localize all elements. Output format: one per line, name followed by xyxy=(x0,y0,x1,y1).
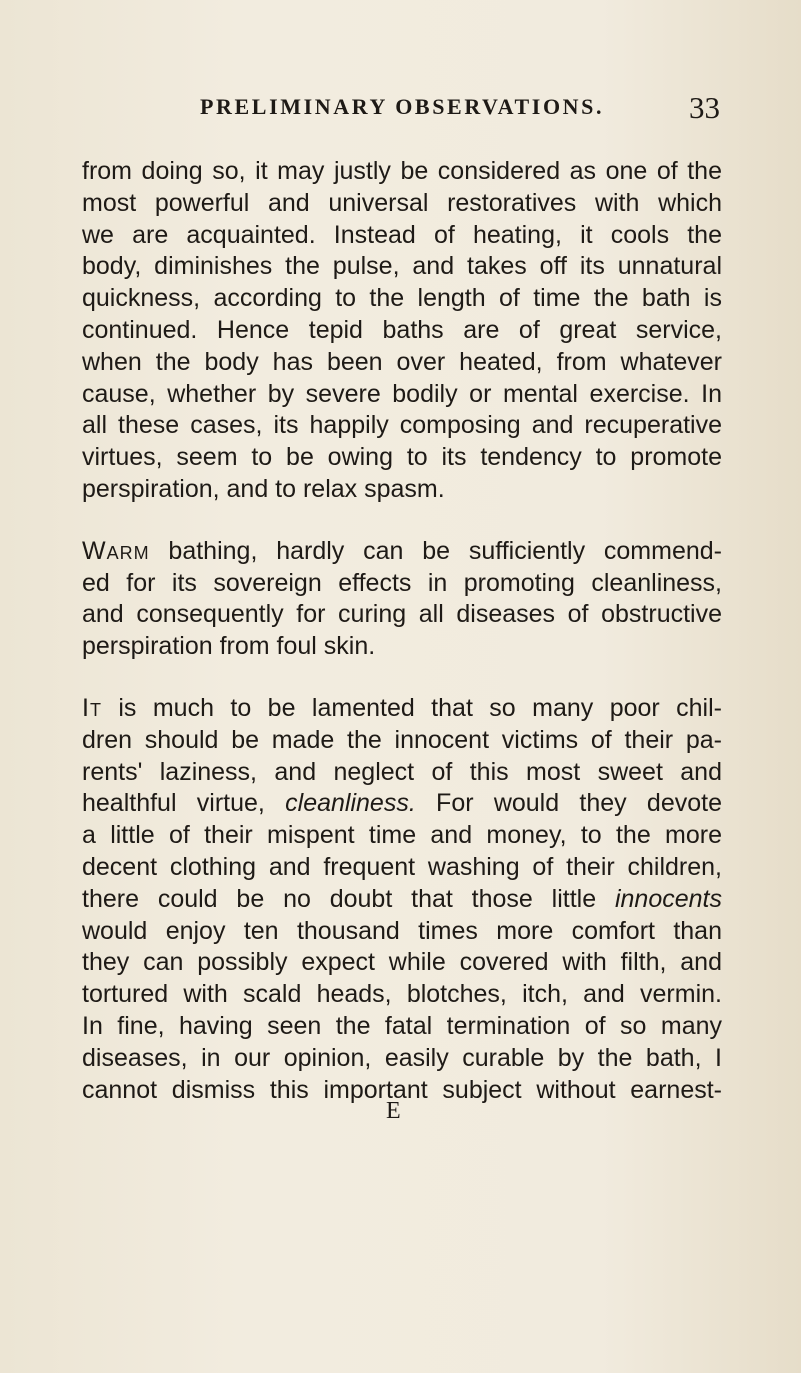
text-line xyxy=(82,536,722,568)
text-line: body, diminishes the pulse, and takes off its unnatural xyxy=(82,252,722,281)
text-line: rents' laziness, and neglect of this most sweet and xyxy=(82,757,722,786)
text-line: from doing so, it may justly be considered as one of the xyxy=(82,157,722,185)
body-text xyxy=(82,156,722,1106)
page-number: 33 xyxy=(689,90,720,125)
text-line: tortured with scald heads, blotches, itch, and vermin. xyxy=(82,980,722,1009)
lead-word: It xyxy=(82,693,102,722)
text-line: we are acquainted. Instead of heating, it cools the xyxy=(82,220,722,249)
text-line: continued. Hence tepid baths are of great service, xyxy=(82,315,722,344)
text-line: ed for its sovereign effects in promoting cleanliness, xyxy=(82,568,722,597)
paragraph-gap xyxy=(82,506,722,536)
text-line: virtues, seem to be owing to its tendency to promote xyxy=(82,443,722,472)
line-text: is much to be lamented that so many poor chil- xyxy=(101,693,722,722)
running-head-title: PRELIMINARY OBSERVATIONS. xyxy=(200,94,605,119)
text-line: a little of their mispent time and money, to the more xyxy=(82,821,722,850)
text-line: cannot dismiss this important subject without earnest- xyxy=(82,1075,722,1104)
signature-mark: E xyxy=(386,1098,401,1124)
text-line xyxy=(82,693,722,725)
line-text: For would they devote xyxy=(415,789,722,818)
running-head xyxy=(200,90,720,130)
text-line: cause, whether by severe bodily or mental exercise. In xyxy=(82,379,722,408)
text-line: diseases, in our opinion, easily curable by the bath, I xyxy=(82,1043,722,1072)
line-text: there could be no doubt that those little xyxy=(82,884,615,913)
text-line xyxy=(82,884,722,916)
text-line: perspiration from foul skin. xyxy=(82,632,376,661)
text-line: and consequently for curing all diseases of obstructive xyxy=(82,600,722,629)
italic-word: innocents xyxy=(614,884,722,913)
text-line: all these cases, its happily composing and recuperative xyxy=(82,411,722,440)
paragraph-3 xyxy=(82,693,722,1106)
line-text: healthful virtue, xyxy=(82,789,286,818)
text-line: decent clothing and frequent washing of their children, xyxy=(82,852,722,881)
paragraph-2 xyxy=(82,536,722,663)
paragraph-1 xyxy=(82,156,722,506)
text-line: quickness, according to the length of time the bath is xyxy=(82,284,722,313)
text-line: dren should be made the innocent victims of their pa- xyxy=(82,725,722,754)
text-line: In fine, having seen the fatal termination of so many xyxy=(82,1011,722,1040)
lead-word: Warm xyxy=(82,536,150,565)
text-line: perspiration, and to relax spasm. xyxy=(82,474,445,503)
paragraph-gap xyxy=(82,663,722,693)
text-line xyxy=(82,788,722,820)
text-line: they can possibly expect while covered with filth, and xyxy=(82,948,722,977)
line-text: bathing, hardly can be sufficiently commend- xyxy=(149,536,722,565)
text-line: when the body has been over heated, from whatever xyxy=(82,347,722,376)
text-line: would enjoy ten thousand times more comfort than xyxy=(82,916,722,945)
text-line: most powerful and universal restoratives with which xyxy=(82,188,722,217)
italic-word: cleanliness. xyxy=(285,789,416,818)
